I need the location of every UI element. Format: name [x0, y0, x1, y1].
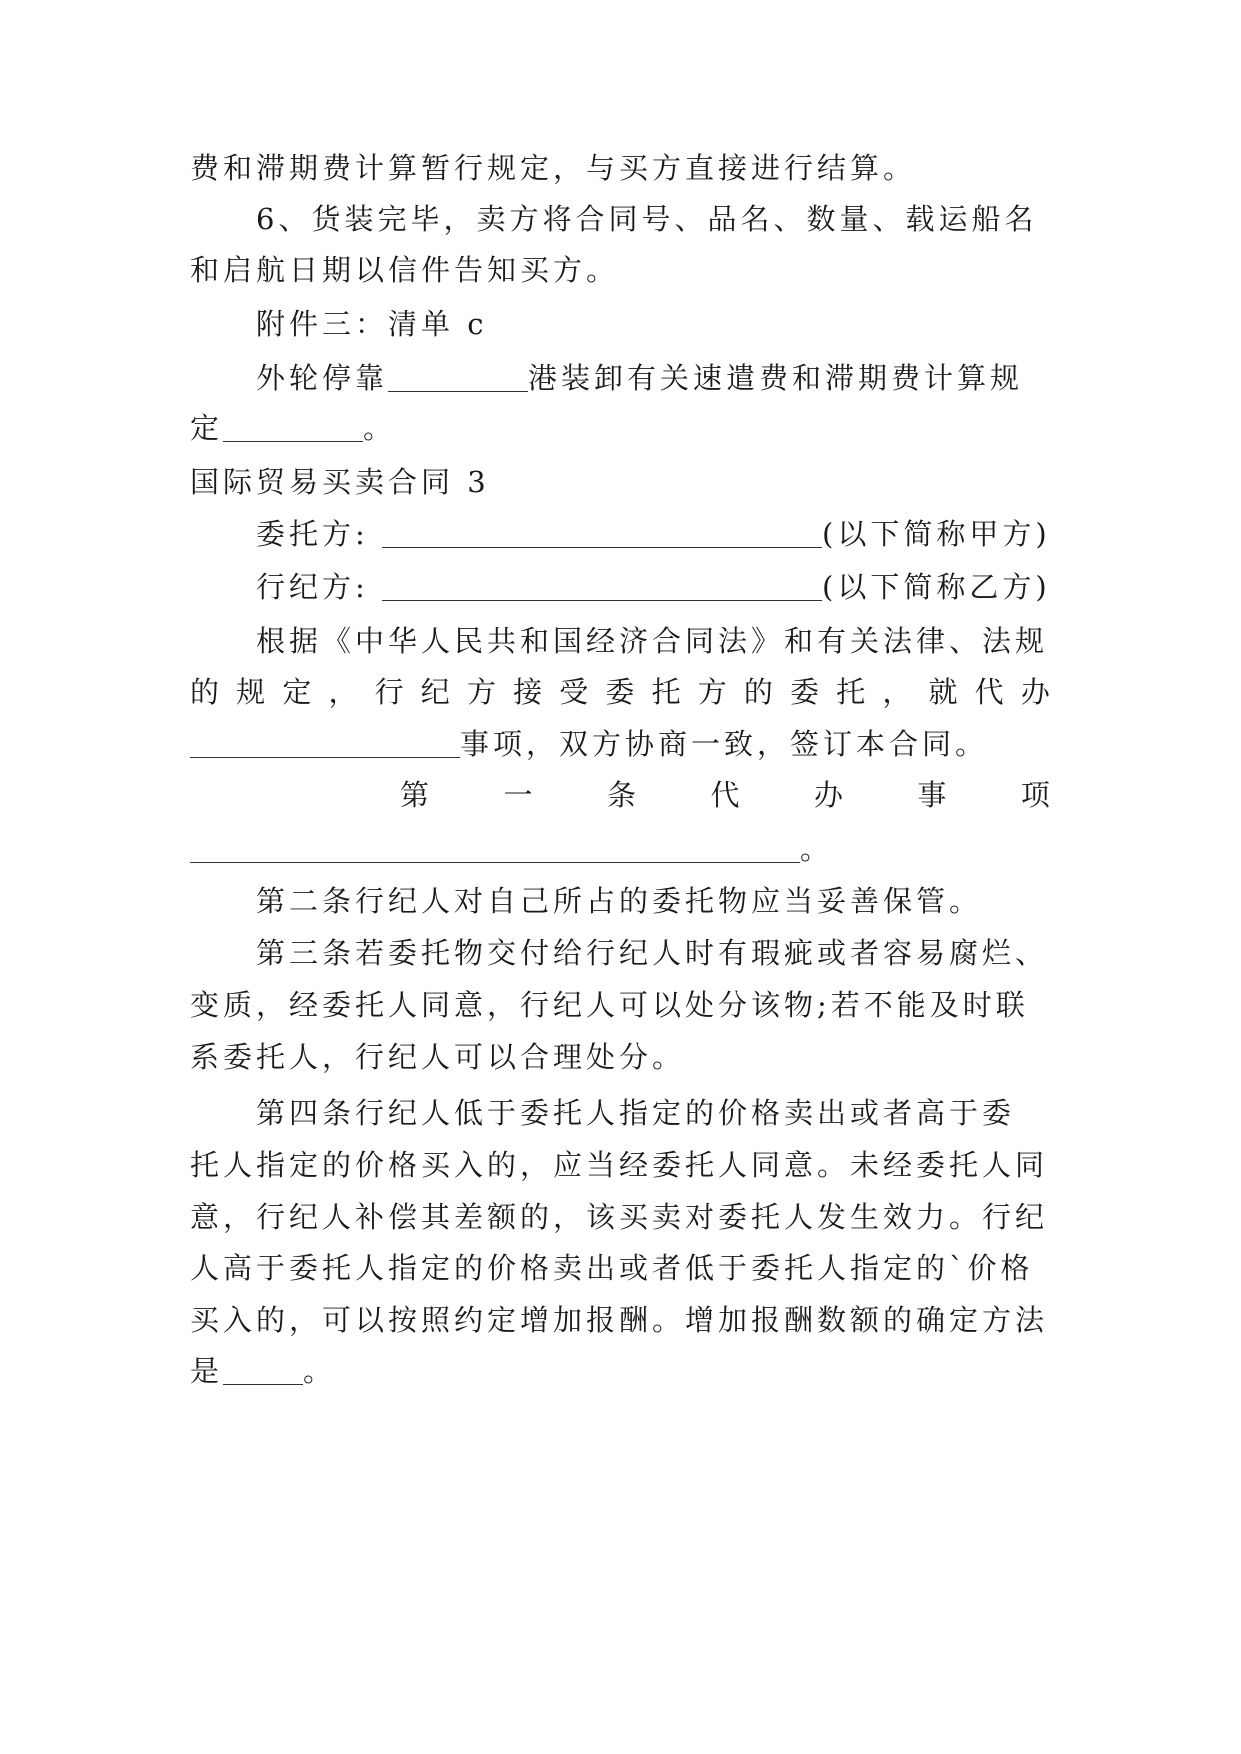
blank-field-regulation[interactable]	[223, 411, 363, 442]
justified-char: 的	[190, 675, 220, 709]
contract-title: 国际贸易买卖合同 3	[190, 465, 490, 499]
justified-char: 办	[813, 778, 843, 812]
justified-char: 接	[513, 675, 543, 709]
attachment-heading: 附件三：清单 c	[256, 307, 488, 341]
text-segment: 。	[303, 1354, 337, 1388]
text-segment: 。	[800, 832, 834, 866]
text-segment: 港装卸有关速遣费和滞期费计算规	[528, 361, 1024, 395]
preamble-line-end	[190, 724, 988, 764]
text-segment: 外轮停靠	[256, 361, 389, 395]
justified-char: 定	[282, 675, 312, 709]
port-fee-line	[256, 358, 1023, 398]
justified-char: ，	[882, 675, 912, 709]
article-1-blank-line	[190, 829, 833, 869]
justified-char: 项	[1020, 778, 1050, 812]
justified-char: 办	[1020, 675, 1050, 709]
justified-char: 纪	[420, 675, 450, 709]
principal-label: 委托方:	[256, 517, 369, 551]
blank-field-matter[interactable]	[190, 727, 460, 758]
justified-char: 代	[974, 675, 1004, 709]
justified-char: 托	[836, 675, 866, 709]
text-segment: 是	[190, 1354, 224, 1388]
text-segment: 事项，双方协商一致，签订本合同。	[460, 727, 989, 761]
clause-6-line: 6、货装完毕，卖方将合同号、品名、数量、载运船名	[256, 202, 1038, 236]
justified-char: 代	[710, 778, 740, 812]
article-4: 第四条行纪人低于委托人指定的价格卖出或者高于委	[256, 1096, 1016, 1130]
article-4-cont: 托人指定的价格买入的，应当经委托人同意。未经委托人同	[190, 1148, 1049, 1182]
justified-char: 事	[917, 778, 947, 812]
justified-char: 的	[743, 675, 773, 709]
blank-field-article-1[interactable]	[190, 832, 800, 863]
blank-field-principal[interactable]	[382, 517, 822, 548]
article-4-cont: 人高于委托人指定的价格卖出或者低于委托人指定的`价格	[190, 1251, 1034, 1285]
principal-party-line	[256, 514, 1051, 554]
justified-char: 受	[559, 675, 589, 709]
article-4-end	[190, 1351, 336, 1391]
article-4-cont: 买入的，可以按照约定增加报酬。增加报酬数额的确定方法	[190, 1303, 1049, 1337]
blank-field-method[interactable]	[223, 1354, 303, 1385]
justified-char: 托	[651, 675, 681, 709]
preamble-line: 根据《中华人民共和国经济合同法》和有关法律、法规	[256, 624, 1049, 658]
commission-agent-line	[256, 567, 1051, 607]
justified-char: 方	[466, 675, 496, 709]
justified-char: 第	[400, 778, 430, 812]
agent-label: 行纪方:	[256, 570, 369, 604]
article-3-cont: 系委托人，行纪人可以合理处分。	[190, 1040, 686, 1074]
justified-char: 条	[606, 778, 636, 812]
article-3: 第三条若委托物交付给行纪人时有瑕疵或者容易腐烂、	[256, 936, 1049, 970]
principal-note: (以下简称甲方)	[822, 517, 1051, 551]
agent-note: (以下简称乙方)	[822, 570, 1051, 604]
justified-char: 委	[790, 675, 820, 709]
port-fee-line-cont	[190, 408, 396, 448]
preamble-line-justified	[190, 672, 1050, 712]
paragraph-line: 和启航日期以信件告知买方。	[190, 253, 620, 287]
text-segment: 定	[190, 411, 224, 445]
text-segment: 。	[363, 411, 397, 445]
justified-char: 就	[928, 675, 958, 709]
justified-char: ，	[328, 675, 358, 709]
justified-char: 方	[697, 675, 727, 709]
justified-char: 一	[503, 778, 533, 812]
justified-char: 规	[236, 675, 266, 709]
justified-char: 行	[374, 675, 404, 709]
blank-field-agent[interactable]	[382, 570, 822, 601]
article-2: 第二条行纪人对自己所占的委托物应当妥善保管。	[256, 884, 983, 918]
article-4-cont: 意，行纪人补偿其差额的，该买卖对委托人发生效力。行纪	[190, 1200, 1049, 1234]
article-3-cont: 变质，经委托人同意，行纪人可以处分该物;若不能及时联	[190, 988, 1029, 1022]
article-1-heading	[400, 775, 1050, 815]
paragraph-line: 费和滞期费计算暂行规定，与买方直接进行结算。	[190, 151, 917, 185]
justified-char: 委	[605, 675, 635, 709]
blank-field-port[interactable]	[388, 361, 528, 392]
